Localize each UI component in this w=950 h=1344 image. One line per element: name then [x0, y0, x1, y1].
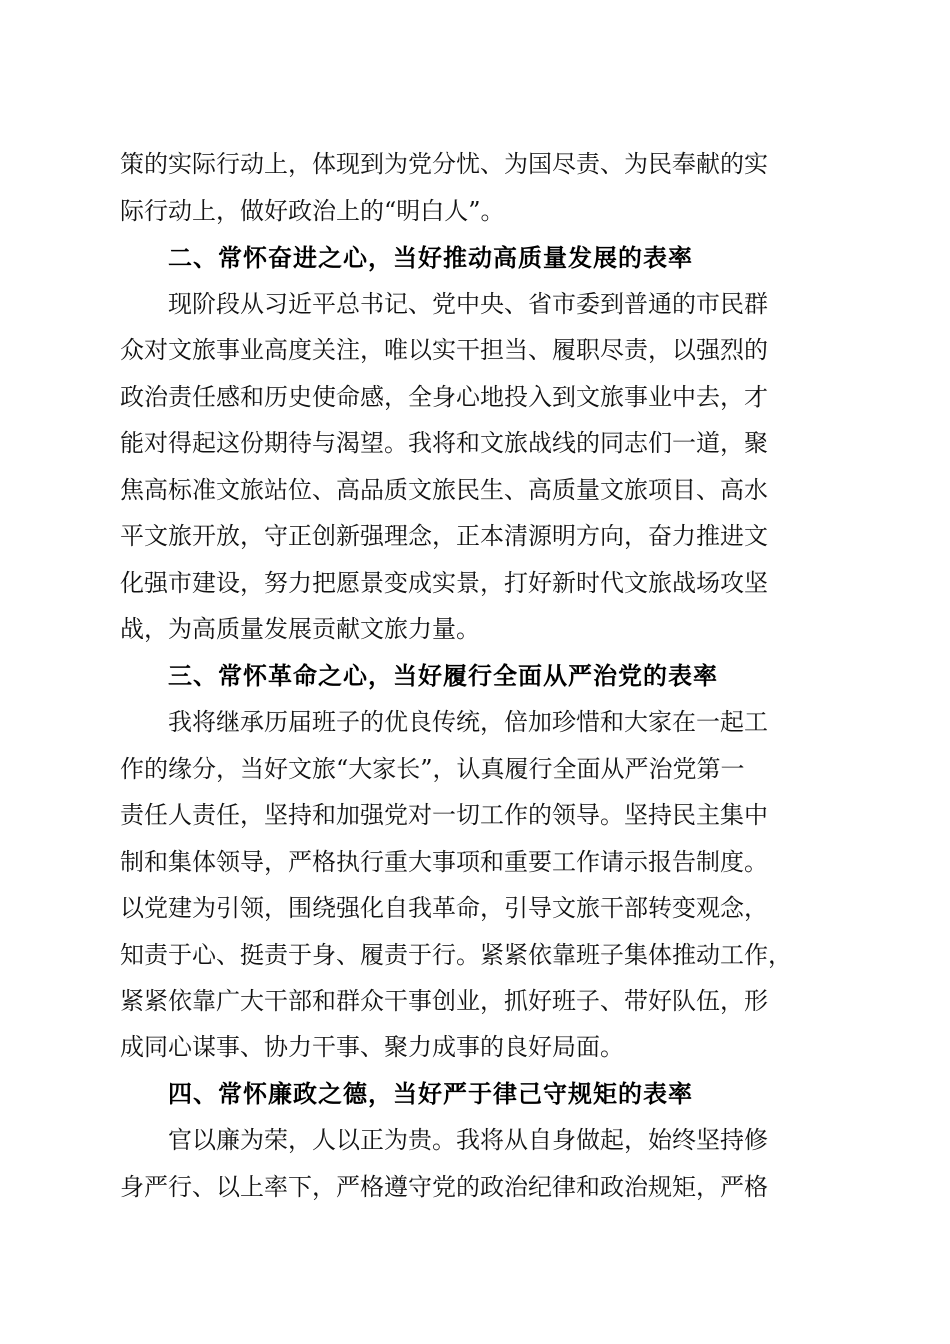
body-line: 政治责任感和历史使命感，全身心地投入到文旅事业中去，才: [120, 383, 768, 411]
body-line: 以党建为引领，围绕强化自我革命，引导文旅干部转变观念，: [120, 894, 768, 922]
body-line: 策的实际行动上，体现到为党分忧、为国尽责、为民奉献的实: [120, 150, 768, 178]
body-line: 化强市建设，努力把愿景变成实景，打好新时代文旅战场攻坚: [120, 569, 768, 597]
body-line: 紧紧依靠广大干部和群众干事创业，抓好班子、带好队伍，形: [120, 987, 768, 1015]
body-line: 现阶段从习近平总书记、党中央、省市委到普通的市民群: [168, 290, 768, 318]
section-heading-4: 四、常怀廉政之德，当好严于律己守规矩的表率: [168, 1080, 693, 1108]
body-line: 战，为高质量发展贡献文旅力量。: [120, 615, 480, 643]
body-line: 平文旅开放，守正创新强理念，正本清源明方向，奋力推进文: [120, 522, 768, 550]
body-line: 我将继承历届班子的优良传统，倍加珍惜和大家在一起工: [168, 708, 768, 736]
body-line: 作的缘分，当好文旅“大家长”，认真履行全面从严治党第一: [120, 755, 745, 783]
body-line: 成同心谋事、协力干事、聚力成事的良好局面。: [120, 1033, 624, 1061]
body-line: 官以廉为荣，人以正为贵。我将从自身做起，始终坚持修: [168, 1126, 768, 1154]
body-line: 身严行、以上率下，严格遵守党的政治纪律和政治规矩，严格: [120, 1173, 768, 1201]
section-heading-2: 二、常怀奋进之心，当好推动高质量发展的表率: [168, 244, 693, 272]
section-heading-3: 三、常怀革命之心，当好履行全面从严治党的表率: [168, 662, 718, 690]
body-line: 焦高标准文旅站位、高品质文旅民生、高质量文旅项目、高水: [120, 476, 768, 504]
body-line: 能对得起这份期待与渴望。我将和文旅战线的同志们一道，聚: [120, 429, 768, 457]
body-line: 众对文旅事业高度关注，唯以实干担当、履职尽责，以强烈的: [120, 336, 768, 364]
body-line: 制和集体领导，严格执行重大事项和重要工作请示报告制度。: [120, 848, 768, 876]
body-line: 责任人责任，坚持和加强党对一切工作的领导。坚持民主集中: [120, 801, 768, 829]
body-line: 知责于心、挺责于身、履责于行。紧紧依靠班子集体推动工作，: [120, 941, 792, 969]
body-line: 际行动上，做好政治上的“明白人”。: [120, 197, 505, 225]
